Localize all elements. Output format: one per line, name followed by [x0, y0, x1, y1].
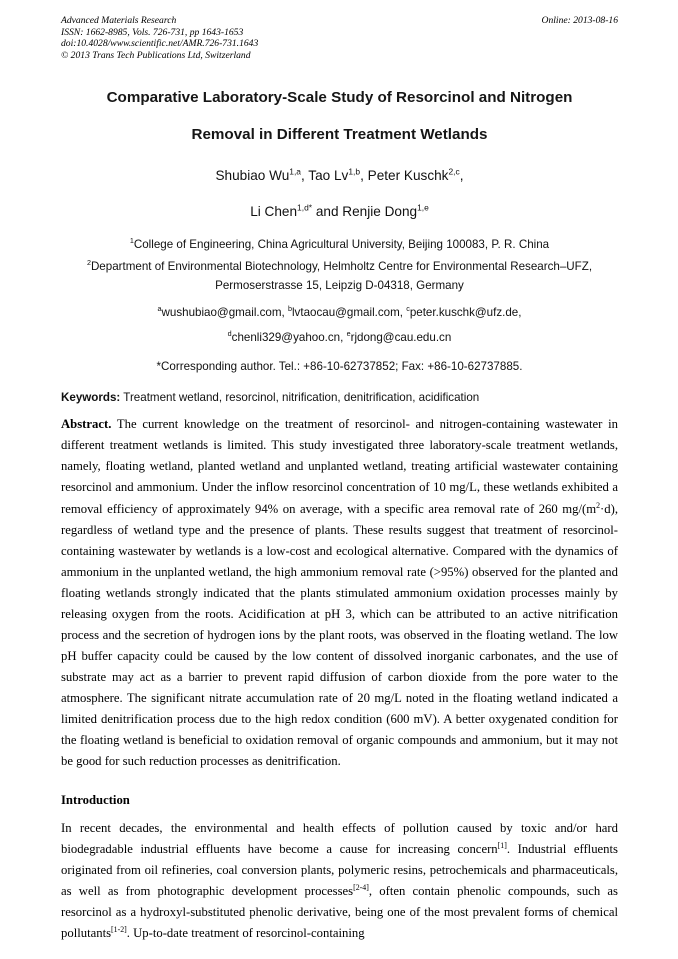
affiliation-1: $^1$College of Engineering, China Agricultural University, Beijing 100083, P. R. China: [129, 236, 550, 251]
title-line-1: Comparative Laboratory-Scale Study of Resorcinol and Nitrogen: [106, 88, 573, 106]
introduction-paragraph: In recent decades, the environmental and health effects of pollution caused by toxic and/or hard biodegradable industrial effluents have become a cause for increasing concern[1]. Industrial effluents originated from oil refineries, coal conversion plants, polymeric resins, petrochemicals and pharmaceuticals, as well as from photographic development processes[2-4], often contain phenolic compounds, such as resorcinol as a hydroxyl-substituted phenolic derivative, being one of the most prevalent forms of chemical pollutants[1-2]. Up-to-date treatment of resorcinol-containing: [61, 820, 618, 940]
issn-line: ISSN: 1662-8985, Vols. 726-731, pp 1643-1653: [61, 26, 244, 38]
emails-line-1: $^a$wushubiao@gmail.com, $^b$lvtaocau@gmail.com, $^c$peter.kuschk@ufz.de,: [157, 303, 522, 319]
paper-title: [61, 89, 618, 144]
journal-info-block: [61, 15, 258, 62]
affiliation-2: $^2$Department of Environmental Biotechnology, Helmholtz Centre for Environmental Research–UFZ, Permoserstrasse 15, Leipzig D-04318, Germany: [86, 258, 593, 292]
abstract-paragraph: Abstract. The current knowledge on the treatment of resorcinol- and nitrogen-containing wastewater in different treatment wetlands is limited. This study investigated three laboratory-scale treatment wetlands, namely, floating wetland, planted wetland and unplanted wetland, treating artificial wastewater containing resorcinol and ammonium. Under the inflow resorcinol concentration of 10 mg/L, these wetlands exhibited a removal efficiency of approximately 94% on average, with a specific area removal rate of 260 $mg/(m^2\cdot d)$, regardless of wetland type and the presence of plants. These results suggest that treatment of resorcinol-containing wastewater by wetlands is a low-cost and ecological alternative. Compared with the dynamics of ammonium in the unplanted wetland, the high ammonium removal rate (>95%) observed for the planted and floating wetlands strongly indicated that the plants stimulated ammonium oxidation processes mainly by releasing oxygen from the roots. Acidification at pH 3, which can be attributed to an active nitrification process and the secretion of hydrogen ions by the plant roots, was observed in the floating wetland. The low pH buffer capacity could be caused by the low content of dissolved inorganic carbonates, and the use of substrate may act as a barrier to prevent rapid diffusion of carbon dioxide from the pore water to the atmosphere. The significant nitrate accumulation rate of 20 mg/L noted in the floating wetland indicated a limited denitrification process due to the high redox condition (600 mV). A better oxygenated condition for the floating wetland is beneficial to oxidation removal of organic compounds and ammonium, but it may not be good for such reduction processes as denitrification.: [61, 417, 618, 769]
authors-line-1: Shubiao Wu$^{1,a}$, Tao Lv$^{1,b}$, Peter Kuschk$^{2,c}$,: [215, 166, 464, 184]
keywords-line: Keywords: Treatment wetland, resorcinol, nitrification, denitrification, acidification: [61, 391, 480, 405]
introduction-heading: Introduction: [61, 792, 130, 807]
corresponding-author-note: *Corresponding author. Tel.: +86-10-62737852; Fax: +86-10-62737885.: [156, 359, 523, 373]
journal-header: [61, 15, 618, 62]
doi-line: doi:10.4028/www.scientific.net/AMR.726-731.1643: [61, 38, 259, 50]
emails-line-2: $^d$chenli329@yahoo.cn, $^e$rjdong@cau.edu.cn: [227, 329, 452, 345]
copyright-line: © 2013 Trans Tech Publications Ltd, Switzerland: [61, 50, 251, 62]
online-date: Online: 2013-08-16: [541, 15, 618, 26]
authors-line-2: Li Chen$^{1,d*}$ and Renjie Dong$^{1,e}$: [250, 202, 429, 219]
journal-name: Advanced Materials Research: [61, 15, 177, 26]
title-line-2: Removal in Different Treatment Wetlands: [191, 126, 488, 144]
